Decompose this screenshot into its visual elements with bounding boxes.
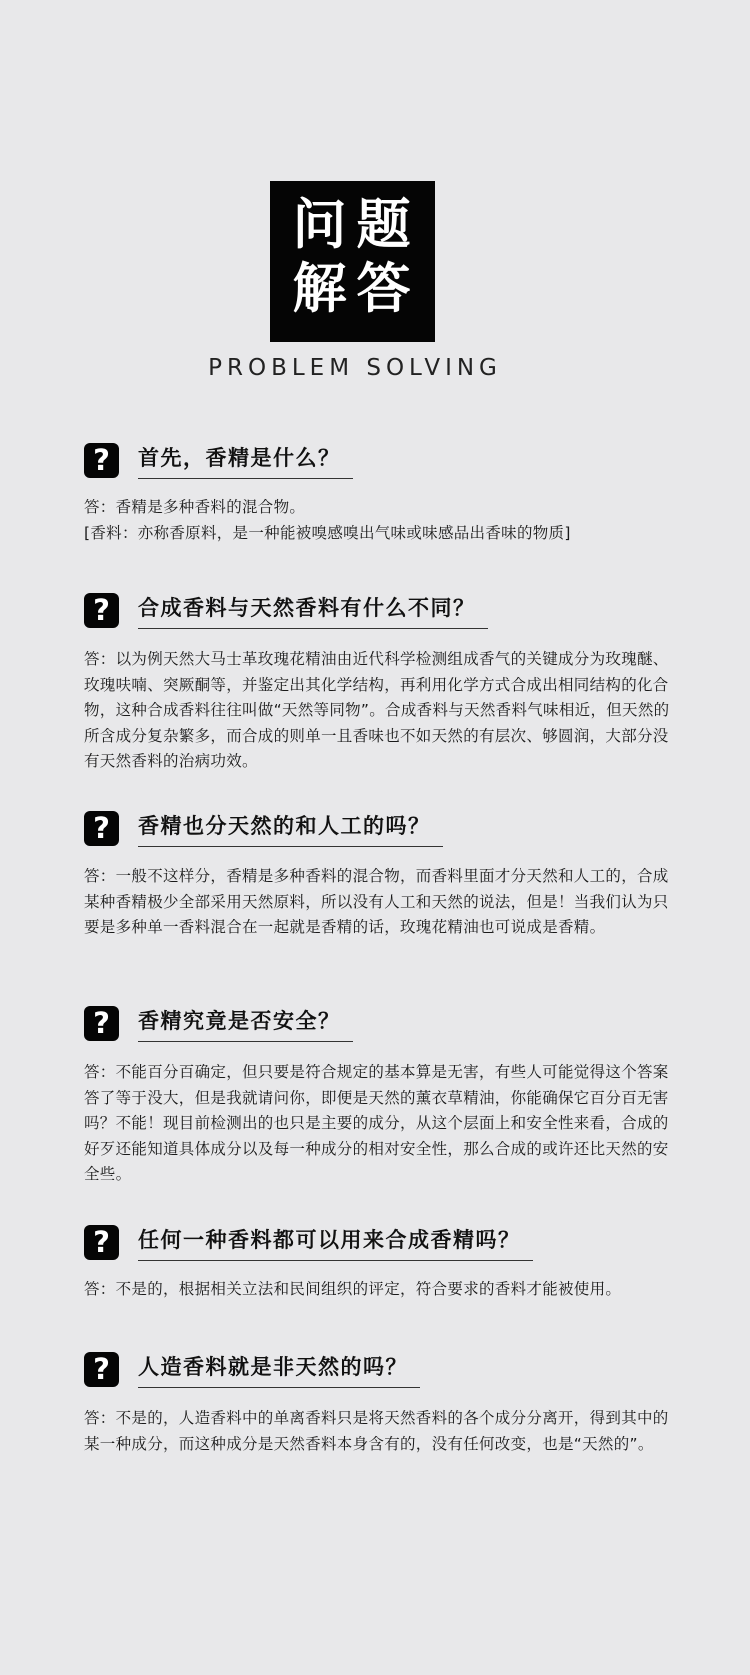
answer-paragraph: 答：不是的，根据相关立法和民间组织的评定，符合要求的香料才能被使用。 — [84, 1280, 622, 1298]
answer-text — [84, 647, 684, 775]
title-line-2: 解答 — [292, 257, 421, 320]
question-title: 香精也分天然的和人工的吗？ — [138, 809, 443, 847]
faq-item — [84, 593, 684, 770]
title-line-1: 问题 — [292, 193, 421, 256]
question-icon: ? — [84, 1006, 119, 1041]
question-icon: ? — [84, 1352, 119, 1387]
answer-paragraph: 答：以为例天然大马士革玫瑰花精油由近代科学检测组成香气的关键成分为玫瑰醚、玫瑰呋喃、突厥酮等，并鉴定出其化学结构，再利用化学方式合成出相同结构的化合物，这种合成香料往往叫做“天然等同物”。合成香料与天然香料气味相近，但天然的所含成分复杂繁多，而合成的则单一且香味也不如天然的有层次、够圆润，大部分没有天然香料的治病功效。 — [84, 650, 670, 770]
question-row — [84, 1352, 684, 1392]
answer-paragraph: 答：一般不这样分，香精是多种香料的混合物，而香料里面才分天然和人工的，合成某种香精极少全部采用天然原料，所以没有人工和天然的说法，但是！当我们认为只要是多种单一香料混合在一起就是香精的话，玫瑰花精油也可说成是香精。 — [84, 867, 669, 936]
answer-text — [84, 1406, 684, 1457]
answer-text — [84, 1277, 684, 1303]
question-row — [84, 593, 684, 633]
question-row — [84, 811, 684, 851]
answer-paragraph: 答：不是的，人造香料中的单离香料只是将天然香料的各个成分分离开，得到其中的某一种成分，而这种成分是天然香料本身含有的，没有任何改变，也是“天然的”。 — [84, 1409, 669, 1453]
answer-line: 答：香精是多种香料的混合物。 — [84, 498, 306, 516]
answer-text — [84, 495, 684, 546]
question-row — [84, 443, 684, 483]
question-title: 香精究竟是否安全？ — [138, 1004, 353, 1042]
question-icon: ? — [84, 443, 119, 478]
answer-text — [84, 864, 684, 941]
question-icon: ? — [84, 1225, 119, 1260]
faq-item — [84, 811, 684, 936]
question-title: 任何一种香料都可以用来合成香精吗？ — [138, 1223, 533, 1261]
question-icon: ? — [84, 811, 119, 846]
answer-paragraph: 答：不能百分百确定，但只要是符合规定的基本算是无害，有些人可能觉得这个答案答了等于没大，但是我就请问你，即便是天然的薰衣草精油，你能确保它百分百无害吗？不能！现目前检测出的也只是主要的成分，从这个层面上和安全性来看，合成的好歹还能知道具体成分以及每一种成分的相对安全性，那么合成的或许还比天然的安全些。 — [84, 1063, 669, 1183]
question-title: 人造香料就是非天然的吗？ — [138, 1350, 420, 1388]
question-title: 合成香料与天然香料有什么不同？ — [138, 591, 488, 629]
faq-item — [84, 1006, 684, 1183]
question-row — [84, 1225, 684, 1265]
question-icon: ? — [84, 593, 119, 628]
answer-text — [84, 1060, 684, 1188]
title-block — [270, 181, 435, 342]
question-row — [84, 1006, 684, 1046]
faq-item — [84, 443, 684, 542]
answer-line: [香料：亦称香原料，是一种能被嗅感嗅出气味或味感品出香味的物质] — [84, 523, 571, 542]
question-title: 首先，香精是什么？ — [138, 441, 353, 479]
page-subtitle: PROBLEM SOLVING — [208, 355, 502, 381]
faq-item — [84, 1352, 684, 1453]
faq-item — [84, 1225, 684, 1298]
